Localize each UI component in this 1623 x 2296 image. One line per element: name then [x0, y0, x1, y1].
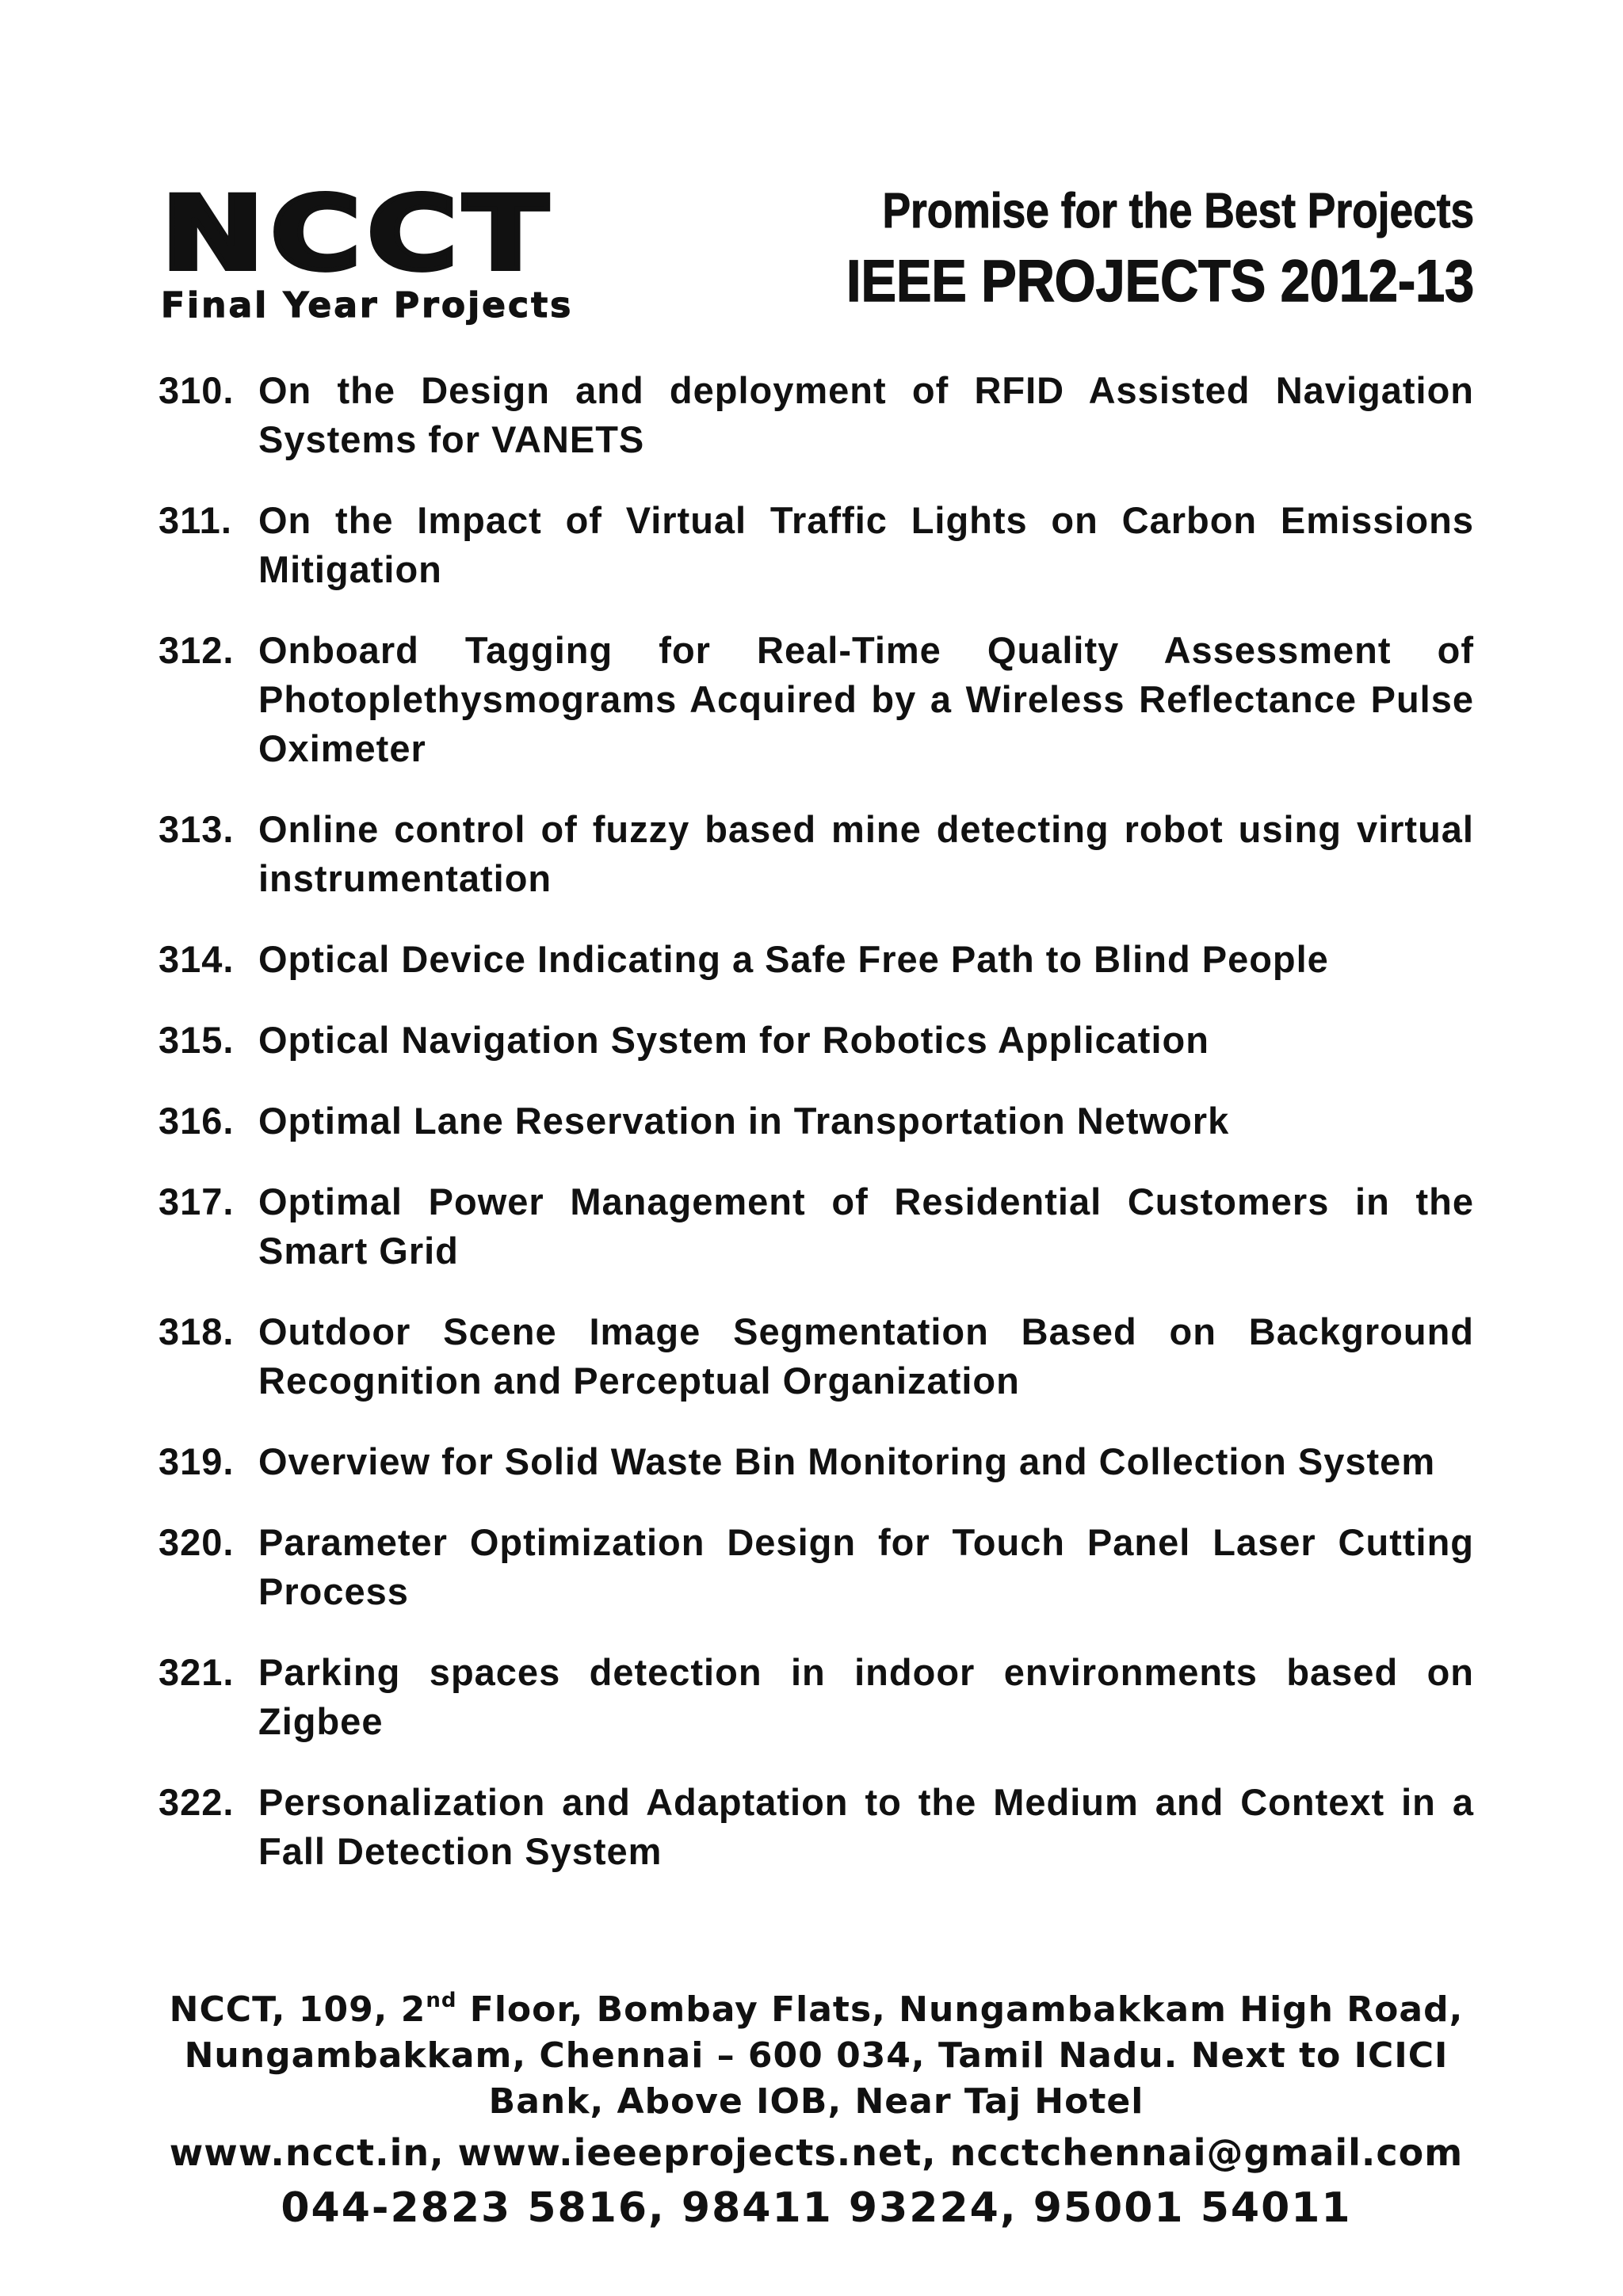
footer: [119, 1987, 1514, 2236]
project-title: Onboard Tagging for Real-Time Quality Assessment of Photoplethysmograms Acquired by a Wireless Reflectance Pulse Oximeter: [258, 629, 1474, 769]
footer-websites: www.ncct.in, www.ieeeprojects.net, ncctchennai@gmail.com: [169, 2131, 1464, 2174]
project-number: 321.: [158, 1651, 235, 1693]
brand-subtitle: Final Year Projects: [161, 285, 574, 326]
project-title: On the Design and deployment of RFID Assisted Navigation Systems for VANETS: [258, 369, 1474, 460]
header-tagline-block: [777, 184, 1474, 314]
project-title: Personalization and Adaptation to the Medium and Context in a Fall Detection System: [258, 1781, 1474, 1872]
project-title: Overview for Solid Waste Bin Monitoring and Collection System: [258, 1440, 1436, 1482]
project-number: 316.: [158, 1100, 235, 1142]
brand-logo-block: [161, 175, 716, 326]
project-title: Outdoor Scene Image Segmentation Based on Background Recognition and Perceptual Organization: [258, 1310, 1474, 1402]
list-item: [158, 1648, 1474, 1746]
project-number: 310.: [158, 369, 235, 411]
list-item: [158, 1518, 1474, 1616]
list-item: [158, 1097, 1474, 1146]
project-number: 315.: [158, 1019, 235, 1061]
address-rest: Floor, Bombay Flats, Nungambakkam High Road, Nungambakkam, Chennai – 600 034, Tamil Nadu. Next to ICICI Bank, Above IOB, Near Taj Hotel: [184, 1989, 1464, 2122]
address-prefix: NCCT, 109, 2: [169, 1989, 426, 2030]
list-item: [158, 1177, 1474, 1276]
project-number: 318.: [158, 1310, 235, 1352]
list-item: [158, 496, 1474, 594]
project-number: 312.: [158, 629, 235, 671]
project-title: Parameter Optimization Design for Touch Panel Laser Cutting Process: [258, 1521, 1474, 1612]
list-item: [158, 805, 1474, 903]
project-number: 319.: [158, 1440, 235, 1482]
project-number: 311.: [158, 499, 232, 541]
headline: IEEE PROJECTS 2012-13: [846, 248, 1474, 314]
project-title: Optimal Lane Reservation in Transportation Network: [258, 1100, 1230, 1142]
project-number: 314.: [158, 938, 235, 980]
footer-address: [166, 1987, 1466, 2125]
project-title: Optical Device Indicating a Safe Free Path to Blind People: [258, 938, 1329, 980]
footer-phones: 044-2823 5816, 98411 93224, 95001 54011: [281, 2184, 1352, 2232]
address-superscript: nd: [426, 1989, 457, 2012]
project-title: On the Impact of Virtual Traffic Lights on Carbon Emissions Mitigation: [258, 499, 1474, 590]
project-number: 322.: [158, 1781, 235, 1823]
project-number: 317.: [158, 1180, 235, 1222]
list-item: [158, 1778, 1474, 1876]
tagline: Promise for the Best Projects: [882, 184, 1474, 238]
project-title: Optimal Power Management of Residential Customers in the Smart Grid: [258, 1180, 1474, 1272]
project-title: Optical Navigation System for Robotics Application: [258, 1019, 1209, 1061]
list-item: [158, 626, 1474, 773]
list-item: [158, 1437, 1474, 1486]
list-item: [158, 935, 1474, 984]
project-list: [158, 366, 1474, 1908]
project-title: Online control of fuzzy based mine detecting robot using virtual instrumentation: [258, 808, 1474, 899]
brand-logo: NCCT: [161, 175, 554, 293]
list-item: [158, 366, 1474, 464]
project-title: Parking spaces detection in indoor environments based on Zigbee: [258, 1651, 1474, 1742]
project-number: 320.: [158, 1521, 235, 1563]
list-item: [158, 1307, 1474, 1405]
list-item: [158, 1016, 1474, 1065]
project-number: 313.: [158, 808, 235, 850]
